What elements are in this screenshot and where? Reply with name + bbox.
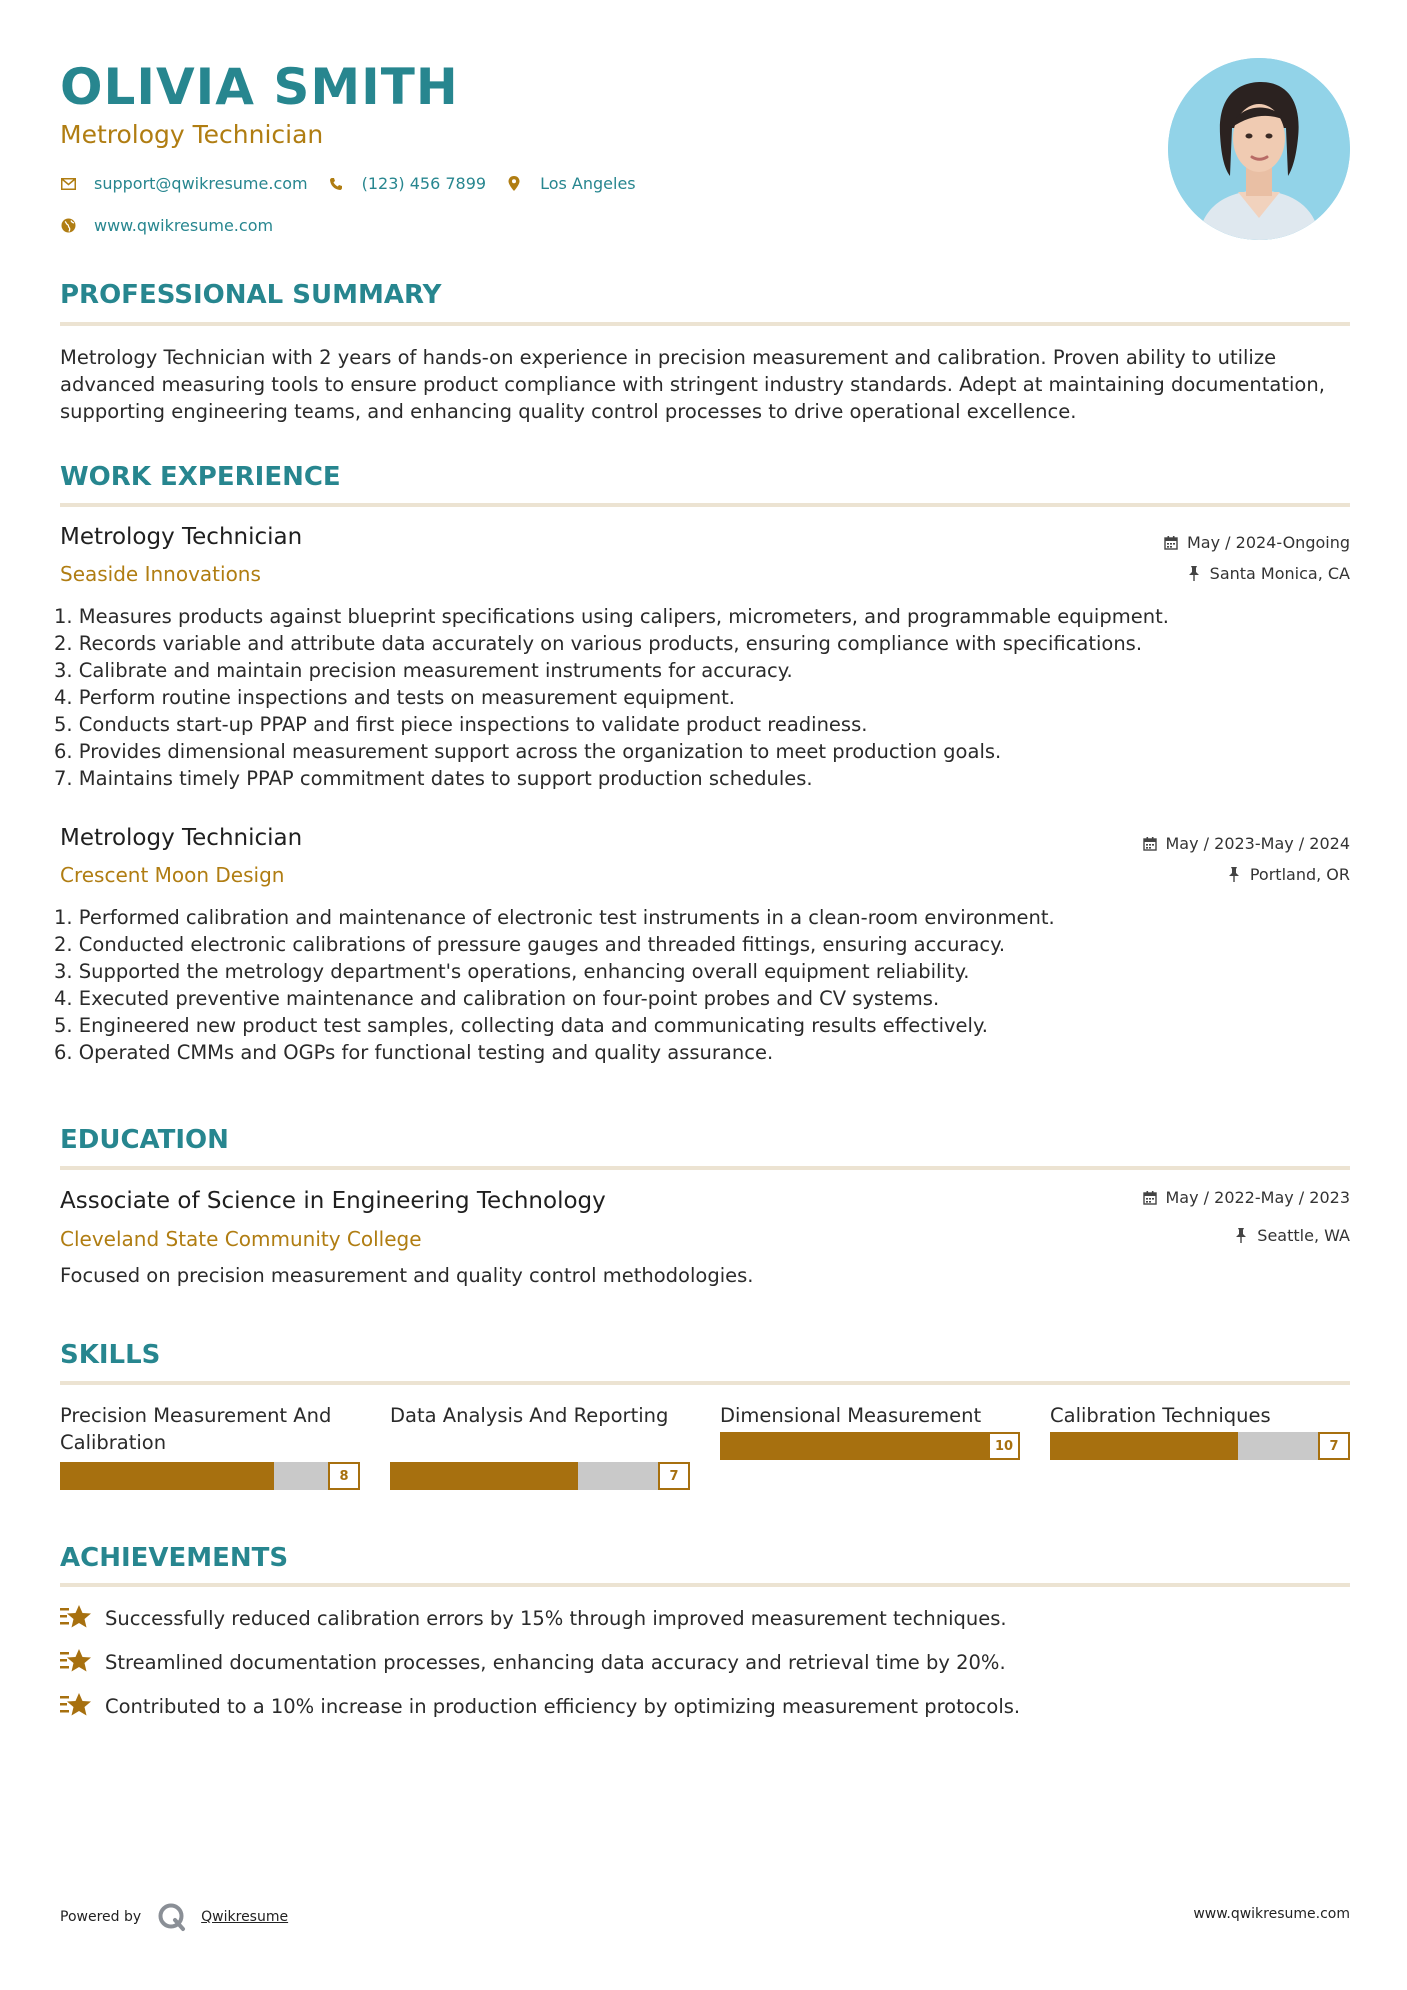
- skill-score: 7: [1318, 1432, 1350, 1460]
- job-company: Seaside Innovations: [60, 562, 261, 586]
- skill-bar: [1050, 1432, 1350, 1460]
- skill-segment-empty: [301, 1462, 328, 1490]
- skill-segment-filled: [390, 1462, 417, 1490]
- skill-item: [1050, 1402, 1350, 1460]
- skill-item: [60, 1402, 360, 1490]
- skill-segment-filled: [934, 1432, 961, 1460]
- skill-score: 8: [328, 1462, 360, 1490]
- skill-segment-filled: [221, 1462, 248, 1490]
- job-bullet: 1. Performed calibration and maintenance of electronic test instruments in a clean-room environment.: [54, 906, 1055, 929]
- skill-segment-filled: [854, 1432, 881, 1460]
- skill-item: [390, 1402, 690, 1490]
- skills-divider: [60, 1381, 1350, 1385]
- job-location-text: Portland, OR: [1249, 865, 1350, 884]
- job-dates: [1142, 834, 1351, 853]
- skill-segment-filled: [1104, 1432, 1131, 1460]
- skill-meter: [60, 1462, 328, 1490]
- pushpin-icon: [1233, 1228, 1249, 1244]
- job-bullet: 5. Conducts start-up PPAP and first piece inspections to validate product readiness.: [54, 713, 868, 736]
- skill-segment-filled: [1077, 1432, 1104, 1460]
- achievements-divider: [60, 1583, 1350, 1587]
- achievement-text: Contributed to a 10% increase in production efficiency by optimizing measurement protocols.: [105, 1694, 1021, 1718]
- skill-score: 10: [988, 1432, 1020, 1460]
- profile-photo: [1168, 58, 1350, 240]
- education-divider: [60, 1166, 1350, 1170]
- skill-name: Data Analysis And Reporting: [390, 1404, 669, 1427]
- job-dates: [1163, 533, 1350, 552]
- job-bullet: 5. Engineered new product test samples, collecting data and communicating results effectively.: [54, 1014, 988, 1037]
- skill-segment-filled: [497, 1462, 524, 1490]
- skill-name: Calibration Techniques: [1050, 1404, 1271, 1427]
- globe-icon: [60, 218, 76, 234]
- achievements-heading: ACHIEVEMENTS: [60, 1543, 289, 1573]
- skill-segment-filled: [827, 1432, 854, 1460]
- skill-segment-filled: [167, 1462, 194, 1490]
- job-bullet: 1. Measures products against blueprint specifications using calipers, micrometers, and programmable equipment.: [54, 605, 1169, 628]
- skill-item: [720, 1402, 1020, 1460]
- skill-segment-empty: [604, 1462, 631, 1490]
- skill-segment-filled: [524, 1462, 551, 1490]
- job-bullets: [54, 603, 1344, 792]
- education-description: Focused on precision measurement and quality control methodologies.: [60, 1264, 754, 1287]
- summary-heading: PROFESSIONAL SUMMARY: [60, 280, 442, 310]
- education-heading: EDUCATION: [60, 1125, 229, 1155]
- degree-title: Associate of Science in Engineering Technology: [60, 1188, 606, 1214]
- skill-segment-filled: [1184, 1432, 1211, 1460]
- skill-segment-filled: [1157, 1432, 1184, 1460]
- education-dates: [1142, 1188, 1351, 1207]
- skill-segment-filled: [720, 1432, 747, 1460]
- skill-segment-empty: [1291, 1432, 1318, 1460]
- location-text: Los Angeles: [540, 174, 636, 193]
- achievement-text: Streamlined documentation processes, enhancing data accuracy and retrieval time by 20%.: [105, 1650, 1006, 1674]
- job-location-text: Santa Monica, CA: [1209, 564, 1350, 583]
- skill-meter: [390, 1462, 658, 1490]
- skill-segment-filled: [800, 1432, 827, 1460]
- skills-heading: SKILLS: [60, 1340, 161, 1370]
- education-location: [1233, 1226, 1350, 1245]
- summary-text: Metrology Technician with 2 years of hands-on experience in precision measurement and calibration. Proven ability to utilize advanced measuring tools to ensure product compliance with stringent industry standards. Adept at maintaining documentation, supporting engineering teams, and enhancing quality control processes to drive operational excellence.: [60, 346, 1325, 423]
- skill-segment-filled: [881, 1432, 908, 1460]
- job-company: Crescent Moon Design: [60, 863, 285, 887]
- skill-bar: [390, 1462, 690, 1490]
- skill-segment-empty: [578, 1462, 605, 1490]
- skill-segment-filled: [774, 1432, 801, 1460]
- skill-name: Dimensional Measurement: [720, 1404, 982, 1427]
- skill-segment-empty: [631, 1462, 658, 1490]
- website-link[interactable]: www.qwikresume.com: [94, 216, 274, 235]
- calendar-icon: [1142, 1190, 1158, 1206]
- pushpin-icon: [1226, 867, 1242, 883]
- map-pin-icon: [506, 176, 522, 192]
- job-role: Metrology Technician: [60, 524, 303, 550]
- skill-segment-empty: [1264, 1432, 1291, 1460]
- skill-bar: [720, 1432, 1020, 1460]
- skill-segment-filled: [87, 1462, 114, 1490]
- skill-segment-filled: [908, 1432, 935, 1460]
- candidate-name: OLIVIA SMITH: [60, 58, 459, 116]
- job-bullet: 4. Executed preventive maintenance and calibration on four-point probes and CV systems.: [54, 987, 940, 1010]
- contact-row: [60, 174, 656, 193]
- qwikresume-logo-icon: [157, 1902, 187, 1932]
- job-bullet: 4. Perform routine inspections and tests on measurement equipment.: [54, 686, 735, 709]
- footer-powered-by: [60, 1902, 288, 1932]
- skill-segment-filled: [1050, 1432, 1077, 1460]
- skill-segment-filled: [961, 1432, 988, 1460]
- skill-segment-filled: [551, 1462, 578, 1490]
- pushpin-icon: [1186, 566, 1202, 582]
- job-role: Metrology Technician: [60, 825, 303, 851]
- skill-segment-filled: [114, 1462, 141, 1490]
- star-award-icon: [60, 1648, 92, 1676]
- skill-segment-filled: [747, 1432, 774, 1460]
- job-bullet: 2. Records variable and attribute data accurately on various products, ensuring compliance with specifications.: [54, 632, 1143, 655]
- skill-segment-filled: [140, 1462, 167, 1490]
- job-bullet: 6. Operated CMMs and OGPs for functional testing and quality assurance.: [54, 1041, 774, 1064]
- experience-divider: [60, 503, 1350, 507]
- job-location: [1226, 865, 1350, 884]
- skill-segment-filled: [1130, 1432, 1157, 1460]
- skill-segment-filled: [248, 1462, 275, 1490]
- skill-segment-empty: [1238, 1432, 1265, 1460]
- achievement-text: Successfully reduced calibration errors by 15% through improved measurement techniques.: [105, 1606, 1007, 1630]
- skill-segment-filled: [1211, 1432, 1238, 1460]
- experience-heading: WORK EXPERIENCE: [60, 462, 341, 492]
- job-bullet: 3. Calibrate and maintain precision measurement instruments for accuracy.: [54, 659, 793, 682]
- skill-meter: [720, 1432, 988, 1460]
- job-dates-text: May / 2024-Ongoing: [1187, 533, 1350, 552]
- calendar-icon: [1142, 836, 1158, 852]
- skill-segment-filled: [60, 1462, 87, 1490]
- achievement-item: [60, 1692, 1020, 1720]
- envelope-icon: [60, 176, 76, 192]
- skill-name: Precision Measurement And Calibration: [60, 1404, 332, 1454]
- skill-segment-filled: [194, 1462, 221, 1490]
- job-location: [1186, 564, 1350, 583]
- footer-website[interactable]: www.qwikresume.com: [1193, 1906, 1350, 1922]
- star-award-icon: [60, 1692, 92, 1720]
- qwikresume-brand-link[interactable]: Qwikresume: [201, 1909, 289, 1925]
- candidate-title: Metrology Technician: [60, 120, 324, 149]
- email-link[interactable]: support@qwikresume.com: [94, 174, 308, 193]
- job-bullet: 7. Maintains timely PPAP commitment dates to support production schedules.: [54, 767, 813, 790]
- phone-icon: [328, 176, 344, 192]
- skill-segment-empty: [274, 1462, 301, 1490]
- job-bullet: 6. Provides dimensional measurement support across the organization to meet production goals.: [54, 740, 1002, 763]
- achievement-item: [60, 1604, 1007, 1632]
- phone-number: (123) 456 7899: [361, 174, 487, 193]
- star-award-icon: [60, 1604, 92, 1632]
- skill-score: 7: [658, 1462, 690, 1490]
- skill-bar: [60, 1462, 360, 1490]
- job-bullets: [54, 904, 1344, 1066]
- powered-by-label: Powered by: [60, 1909, 142, 1925]
- job-bullet: 2. Conducted electronic calibrations of pressure gauges and threaded fittings, ensuring accuracy.: [54, 933, 1006, 956]
- calendar-icon: [1163, 535, 1179, 551]
- skill-segment-filled: [417, 1462, 444, 1490]
- website-row: [60, 216, 293, 235]
- school-name: Cleveland State Community College: [60, 1227, 422, 1251]
- job-dates-text: May / 2023-May / 2024: [1165, 834, 1350, 853]
- job-bullet: 3. Supported the metrology department's operations, enhancing overall equipment reliability.: [54, 960, 970, 983]
- achievement-item: [60, 1648, 1006, 1676]
- summary-divider: [60, 322, 1350, 326]
- skill-segment-filled: [470, 1462, 497, 1490]
- skill-segment-filled: [444, 1462, 471, 1490]
- skill-meter: [1050, 1432, 1318, 1460]
- education-dates-text: May / 2022-May / 2023: [1165, 1188, 1350, 1207]
- education-location-text: Seattle, WA: [1257, 1226, 1350, 1245]
